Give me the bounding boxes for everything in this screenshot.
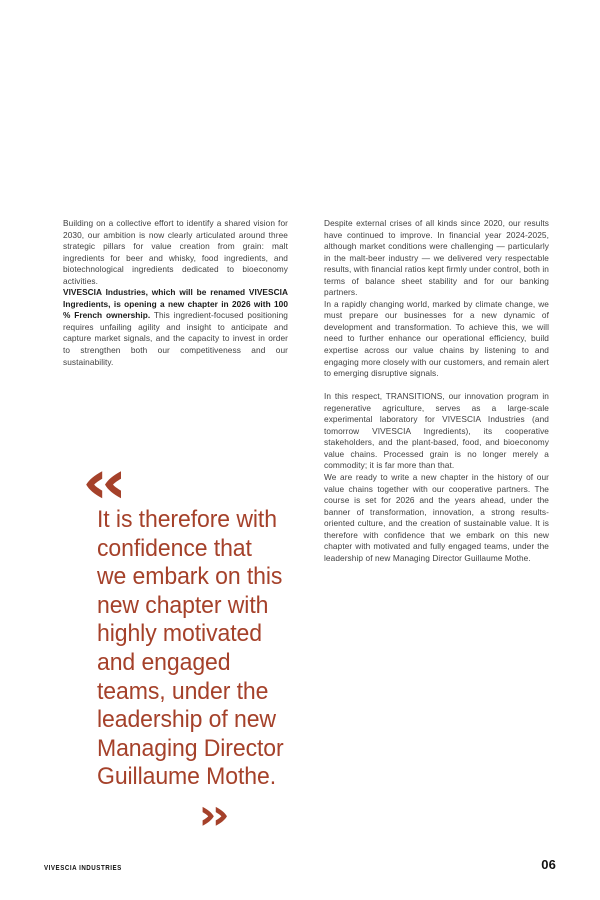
right-paragraph-1: Despite external crises of all kinds since 2020, our results have continued to improve. In financial year 2024-2025, although market conditions were challenging — particularly in the malt-beer industry — we delivered very respectable results, with financial ratios kept firmly under control, both in terms of balance sheet stability and for our banking partners. <box>324 218 549 298</box>
left-paragraph-2-body: This ingredient-focused positioning requires unfailing agility and insight to anticipate and capture market signals, and the capacity to invest in order to strengthen both our competitiveness and our sustainability. <box>63 310 288 367</box>
left-paragraph-2-bold-lead: VIVESCIA Industries, which will be renamed VIVESCIA Ingredients, is opening a new chapter in 2026 with 100 % French ownership. <box>63 287 288 321</box>
right-paragraph-3: In this respect, TRANSITIONS, our innovation program in regenerative agriculture, serves as a large-scale experimental laboratory for VIVESCIA Industries (and tomorrow VIVESCIA Ingredients), its cooperative stakeholders, and the plant-based, food, and bioeconomy value chains. Processed grain is no longer merely a commodity; it is far more than that. <box>324 391 549 471</box>
quote-close-chevrons-icon <box>201 806 298 827</box>
left-paragraph-1: Building on a collective effort to identify a shared vision for 2030, our ambition is now clearly articulated around three strategic pillars for value creation from grain: malt ingredients for beer and whisky, food ingredients, and biotechnological ingredients dedicated to bioeconomy activities. <box>63 218 288 286</box>
quote-open-chevrons-icon <box>85 470 298 500</box>
pull-quote-text: It is therefore with confidence that we embark on this new chapter with highly motivated and engaged teams, under the leadership of new Managing Director Guillaume Mothe. <box>97 506 284 791</box>
footer-brand: VIVESCIA INDUSTRIES <box>44 863 122 872</box>
right-column <box>324 218 549 564</box>
left-paragraph-2 <box>63 287 288 368</box>
right-paragraph-2: In a rapidly changing world, marked by climate change, we must prepare our businesses for a new dynamic of development and transformation. To achieve this, we will need to further enhance our operational efficiency, build expertise across our value chains by listening to and engaging more closely with our customers, and remain alert to emerging disruptive signals. <box>324 298 549 379</box>
left-column <box>63 218 288 368</box>
right-paragraph-4: We are ready to write a new chapter in the history of our value chains together with our cooperative partners. The course is set for 2026 and the years ahead, under the banner of transformation, innovation, a strong results-oriented culture, and the creation of sustainable value. It is therefore with confidence that we embark on this new chapter with motivated and fully engaged teams, under the leadership of new Managing Director Guillaume Mothe. <box>324 471 549 563</box>
footer-page-number: 06 <box>541 857 556 872</box>
pull-quote <box>63 470 298 827</box>
